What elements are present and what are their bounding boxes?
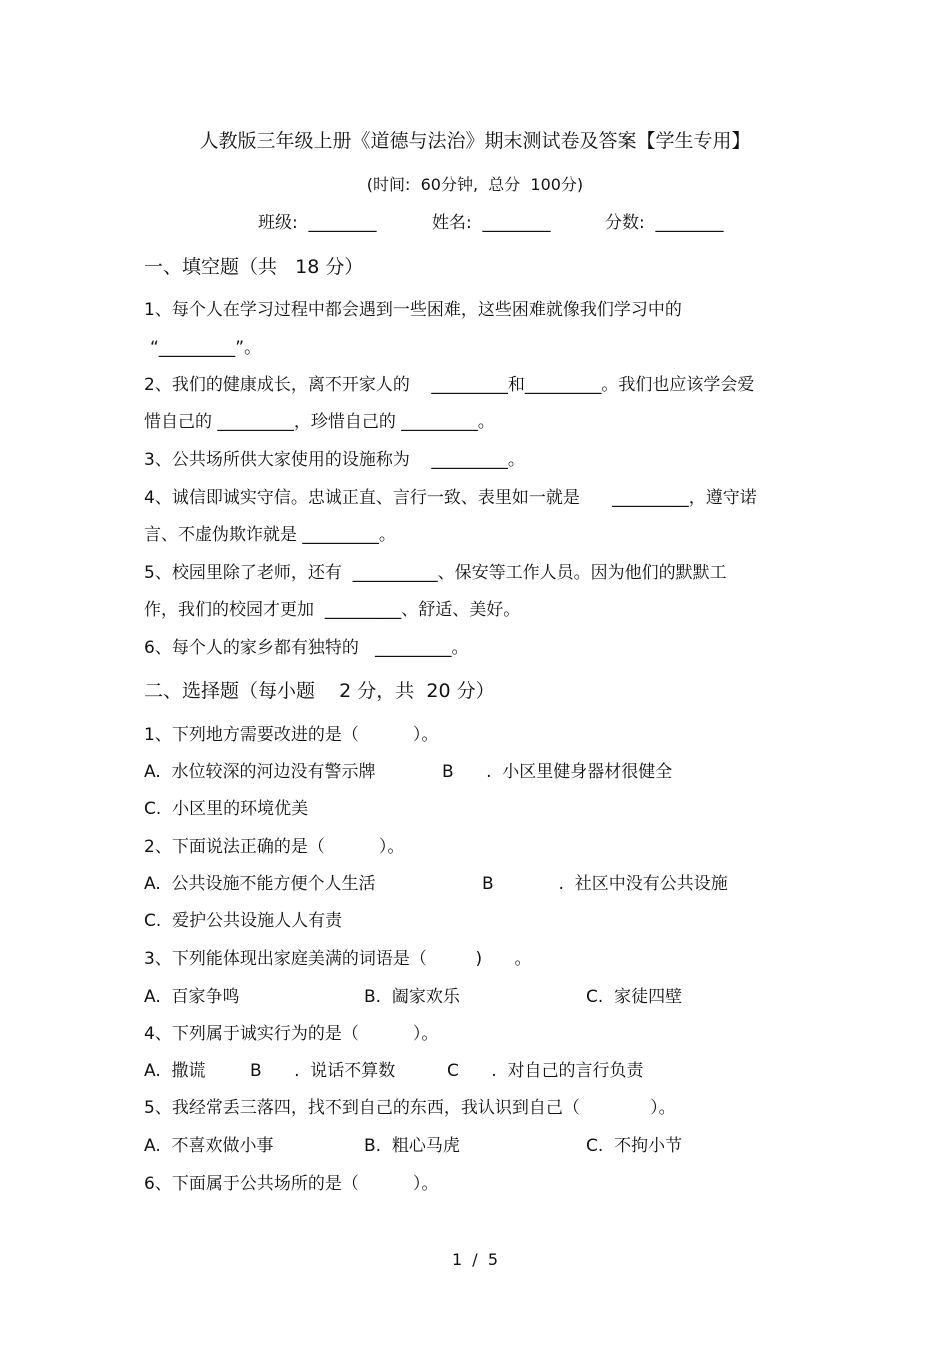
option-c: C. 家徒四壁 — [586, 987, 683, 1007]
question-line: 4、诚信即诚实守信。忠诚正直、言行一致、表里如一就是 _________，遵守诺 — [144, 488, 757, 508]
page-title: 人教版三年级上册《道德与法治》期末测试卷及答案【学生专用】 — [199, 130, 751, 152]
question-line: “_________”。 — [150, 338, 262, 358]
option-b: B. 粗心马虎 — [364, 1136, 460, 1156]
option-a: A. 公共设施不能方便个人生活 — [144, 874, 376, 894]
option-b: B. 阖家欢乐 — [364, 987, 460, 1007]
question-line: 作，我们的校园才更加 _________、舒适、美好。 — [144, 600, 521, 620]
option-a: A. 水位较深的河边没有警示牌 — [144, 762, 376, 782]
question-line: 6、每个人的家乡都有独特的 _________。 — [144, 638, 469, 658]
section-heading-multiple-choice: 二、选择题（每小题 2 分，共 20 分） — [144, 680, 495, 702]
option-b: B . 说话不算数 — [250, 1061, 396, 1081]
option-c: C. 不拘小节 — [586, 1136, 683, 1156]
question-stem: 6、下面属于公共场所的是（ ）。 — [144, 1174, 439, 1194]
exam-subtitle: (时间: 60分钟, 总分 100分) — [366, 175, 584, 194]
question-stem: 4、下列属于诚实行为的是（ ）。 — [144, 1024, 439, 1044]
option-a: A. 不喜欢做小事 — [144, 1136, 274, 1156]
question-stem: 5、我经常丢三落四，找不到自己的东西，我认识到自己（ ）。 — [144, 1098, 676, 1118]
option-a: A. 百家争鸣 — [144, 987, 240, 1007]
question-line: 惜自己的 _________，珍惜自己的 _________。 — [144, 412, 495, 432]
question-line: 1、每个人在学习过程中都会遇到一些困难，这些困难就像我们学习中的 — [144, 300, 682, 320]
class-field: 班级: ________ — [258, 213, 377, 233]
option-c: C. 小区里的环境优美 — [144, 799, 309, 819]
option-c: C . 对自己的言行负责 — [447, 1061, 644, 1081]
section-heading-fill-blank: 一、填空题（共 18 分） — [144, 256, 364, 278]
name-field: 姓名: ________ — [432, 213, 551, 233]
score-field: 分数: ________ — [605, 213, 724, 233]
page-number: 1 / 5 — [451, 1250, 499, 1269]
option-a: A. 撒谎 — [144, 1061, 206, 1081]
question-line: 2、我们的健康成长，离不开家人的 _________和_________。我们也应该学会爱 — [144, 375, 755, 395]
question-line: 言、不虚伪欺诈就是 _________。 — [144, 525, 396, 545]
question-stem: 1、下列地方需要改进的是（ ）。 — [144, 725, 439, 745]
option-c: C. 爱护公共设施人人有责 — [144, 911, 343, 931]
question-line: 5、校园里除了老师，还有 __________、保安等工作人员。因为他们的默默工 — [144, 563, 727, 583]
question-stem: 2、下面说法正确的是（ ）。 — [144, 837, 405, 857]
question-stem: 3、下列能体现出家庭美满的词语是（ ) 。 — [144, 949, 532, 969]
question-line: 3、公共场所供大家使用的设施称为 _________。 — [144, 450, 525, 470]
option-b: B . 社区中没有公共设施 — [482, 874, 728, 894]
option-b: B . 小区里健身器材很健全 — [442, 762, 673, 782]
